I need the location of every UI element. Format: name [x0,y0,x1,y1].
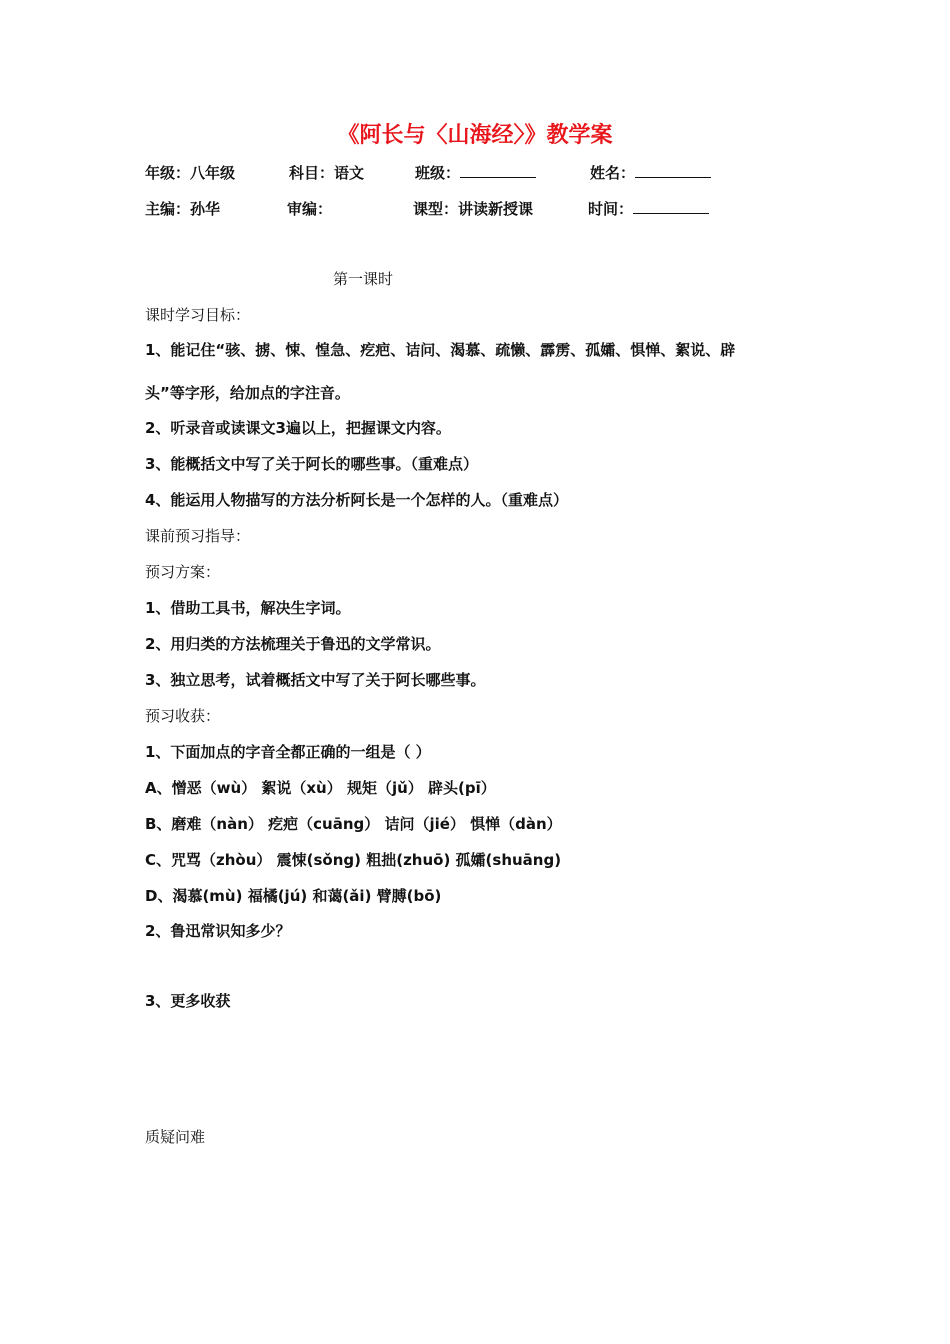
preview-guide-heading: 课前预习指导： [145,527,251,545]
page-title: 《阿长与〈山海经〉》教学案 [337,123,613,148]
harvest-option-d: D、渴慕(mù) 福橘(jú) 和蔼(ǎi) 臂膊(bō) [145,887,442,905]
editor-label: 主编：孙华 [145,200,221,218]
preview-plan-item: 3、独立思考，试着概括文中写了关于阿长哪些事。 [145,671,486,689]
class-field [415,162,536,183]
name-blank [635,163,711,178]
harvest-heading: 预习收获： [145,707,221,725]
time-label: 时间： [588,200,634,218]
grade-label: 年级：八年级 [145,164,236,182]
harvest-question: 1、下面加点的字音全都正确的一组是（ ） [145,743,431,761]
objective-line: 2、听录音或读课文3遍以上，把握课文内容。 [145,419,451,437]
objective-line: 4、能运用人物描写的方法分析阿长是一个怎样的人。（重难点） [145,491,568,509]
more-harvest: 3、更多收获 [145,992,231,1010]
class-label: 班级： [415,164,461,182]
name-label: 姓名： [590,164,636,182]
time-blank [633,199,709,214]
subject-label: 科目：语文 [289,164,365,182]
preview-plan-item: 1、借助工具书，解决生字词。 [145,599,351,617]
class-blank [460,163,536,178]
harvest-question-2: 2、鲁迅常识知多少？ [145,922,291,940]
harvest-option-b: B、磨难（nàn） 疙疤（cuāng） 诘问（jié） 惧惮（dàn） [145,815,562,833]
preview-plan-item: 2、用归类的方法梳理关于鲁迅的文学常识。 [145,635,441,653]
objective-line: 3、能概括文中写了关于阿长的哪些事。（重难点） [145,455,478,473]
questions-heading: 质疑问难 [145,1128,206,1146]
name-field [590,162,711,183]
preview-plan-heading: 预习方案： [145,563,221,581]
lesson-type-label: 课型：讲读新授课 [413,200,534,218]
time-field [588,198,709,219]
lesson-heading: 第一课时 [333,270,394,288]
harvest-option-a: A、憎恶（wù） 絮说（xù） 规矩（jǔ） 辟头(pī） [145,779,496,797]
objective-line: 1、能记住“骇、掳、悚、惶急、疙疤、诘问、渴慕、疏懒、霹雳、孤孀、惧惮、絮说、辟 [145,341,736,359]
reviewer-label: 审编： [287,200,333,218]
objective-line: 头”等字形，给加点的字注音。 [145,384,350,402]
objectives-heading: 课时学习目标： [145,306,251,324]
harvest-option-c: C、咒骂（zhòu） 震悚(sǒng) 粗拙(zhuō) 孤孀(shuāng) [145,851,562,869]
